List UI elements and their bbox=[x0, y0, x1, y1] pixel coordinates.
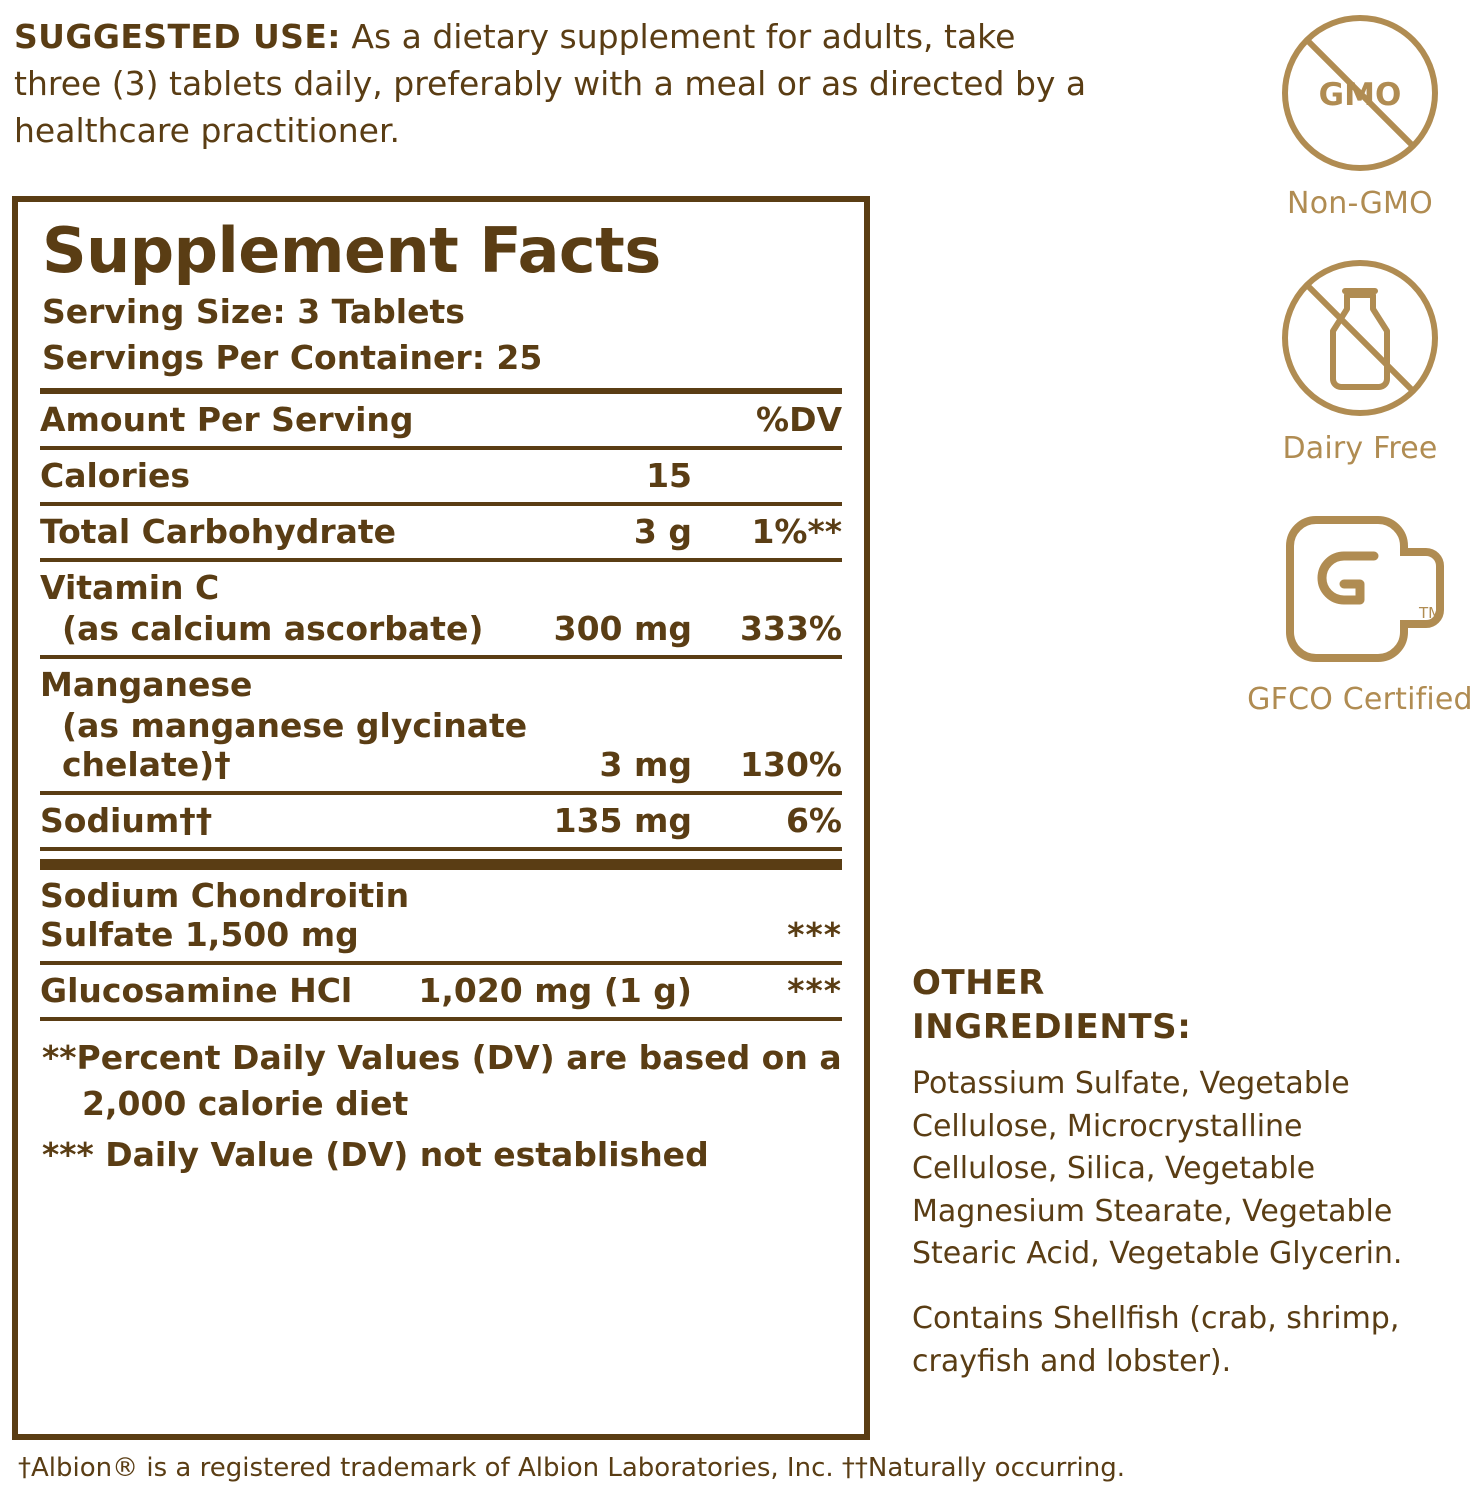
supplement-facts-title: Supplement Facts bbox=[42, 214, 661, 287]
other-ingredients-heading bbox=[912, 962, 1442, 1049]
header-dv: %DV bbox=[692, 394, 842, 448]
nutrient-dv: *** bbox=[692, 870, 842, 963]
header-amount-per-serving: Amount Per Serving bbox=[40, 394, 554, 448]
nutrient-dv: *** bbox=[692, 963, 842, 1019]
serving-size: Serving Size: 3 Tablets bbox=[42, 292, 465, 332]
badge-label-dairy-free: Dairy Free bbox=[1282, 431, 1438, 466]
other-ingredients-heading-line2: INGREDIENTS: bbox=[912, 1006, 1192, 1047]
nutrient-amount: 3 mg bbox=[554, 657, 692, 793]
nutrient-name: Vitamin C bbox=[40, 568, 220, 608]
nutrient-name: Total Carbohydrate bbox=[40, 504, 554, 560]
svg-text:TM: TM bbox=[1418, 604, 1442, 622]
badge-label-non-gmo: Non-GMO bbox=[1287, 186, 1433, 221]
non-gmo-icon bbox=[1160, 10, 1473, 176]
table-row bbox=[40, 870, 842, 963]
footnote-dv-basis bbox=[42, 1035, 842, 1126]
nutrient-name: Sodium Chondroitin Sulfate 1,500 mg bbox=[40, 870, 418, 963]
nutrient-dv: 333% bbox=[692, 560, 842, 657]
badge-dairy-free bbox=[1160, 255, 1473, 466]
trademark-note: †Albion® is a registered trademark of Albion Laboratories, Inc. ††Naturally occurring. bbox=[18, 1453, 1126, 1483]
supplement-facts-panel bbox=[12, 196, 870, 1440]
dairy-free-icon bbox=[1160, 255, 1473, 421]
suggested-use-text: As a dietary supplement for adults, take three (3) tablets daily, preferably with a meal or as directed by a healthcare practitioner. bbox=[14, 17, 1087, 150]
allergen-statement: Contains Shellfish (crab, shrimp, crayfish and lobster). bbox=[912, 1301, 1400, 1379]
nutrient-amount: 15 bbox=[554, 448, 692, 504]
nutrient-dv bbox=[692, 448, 842, 504]
table-row bbox=[40, 793, 842, 849]
suggested-use-block bbox=[14, 14, 1104, 155]
table-row bbox=[40, 504, 842, 560]
table-header-row bbox=[40, 394, 842, 448]
badge-gfco-certified bbox=[1160, 500, 1473, 717]
nutrient-name: Sodium†† bbox=[40, 793, 554, 849]
suggested-use-label: SUGGESTED USE: bbox=[14, 17, 341, 56]
nutrient-dv: 6% bbox=[692, 793, 842, 849]
badge-label-gfco-certified: GFCO Certified bbox=[1247, 682, 1473, 717]
badge-non-gmo bbox=[1160, 10, 1473, 221]
nutrient-name: Glucosamine HCl bbox=[40, 963, 418, 1019]
table-row bbox=[40, 448, 842, 504]
table-row bbox=[40, 963, 842, 1019]
supplement-facts-table bbox=[40, 394, 842, 851]
nutrient-amount: 1,020 mg (1 g) bbox=[418, 963, 692, 1019]
gfco-certified-icon bbox=[1160, 500, 1473, 672]
other-ingredients-block bbox=[912, 962, 1442, 1405]
nutrient-dv: 130% bbox=[692, 657, 842, 793]
certification-badges bbox=[1160, 10, 1473, 751]
svg-text:GMO: GMO bbox=[1318, 77, 1402, 113]
nutrient-dv: 1%** bbox=[692, 504, 842, 560]
divider-thick-mid bbox=[40, 859, 842, 870]
footnotes-block bbox=[42, 1035, 842, 1178]
servings-per-container: Servings Per Container: 25 bbox=[42, 337, 543, 377]
nutrient-amount bbox=[418, 870, 692, 963]
table-row bbox=[40, 560, 842, 657]
nutrient-name: Calories bbox=[40, 448, 554, 504]
nutrient-source: (as manganese glycinate chelate)† bbox=[62, 706, 528, 785]
other-ingredients-body: Potassium Sulfate, Vegetable Cellulose, Microcrystalline Cellulose, Silica, Vegetable Magnesium Stearate, Vegetable Stearic Acid, Vegetable Glycerin. bbox=[912, 1066, 1403, 1272]
other-ingredients-heading-line1: OTHER bbox=[912, 963, 1045, 1003]
footnote-dv-not-established: *** Daily Value (DV) not established bbox=[42, 1135, 709, 1175]
nutrient-amount: 300 mg bbox=[554, 560, 692, 657]
footnote-line-1: **Percent Daily Values (DV) are based on a bbox=[42, 1038, 842, 1078]
nutrient-source: (as calcium ascorbate) bbox=[62, 609, 484, 649]
nutrient-amount: 3 g bbox=[554, 504, 692, 560]
header-spacer bbox=[554, 394, 692, 448]
table-row bbox=[40, 657, 842, 793]
supplement-facts-table-secondary bbox=[40, 870, 842, 1021]
footnote-line-2: 2,000 calorie diet bbox=[82, 1083, 409, 1123]
nutrient-amount: 135 mg bbox=[554, 793, 692, 849]
nutrient-name: Manganese bbox=[40, 665, 253, 705]
